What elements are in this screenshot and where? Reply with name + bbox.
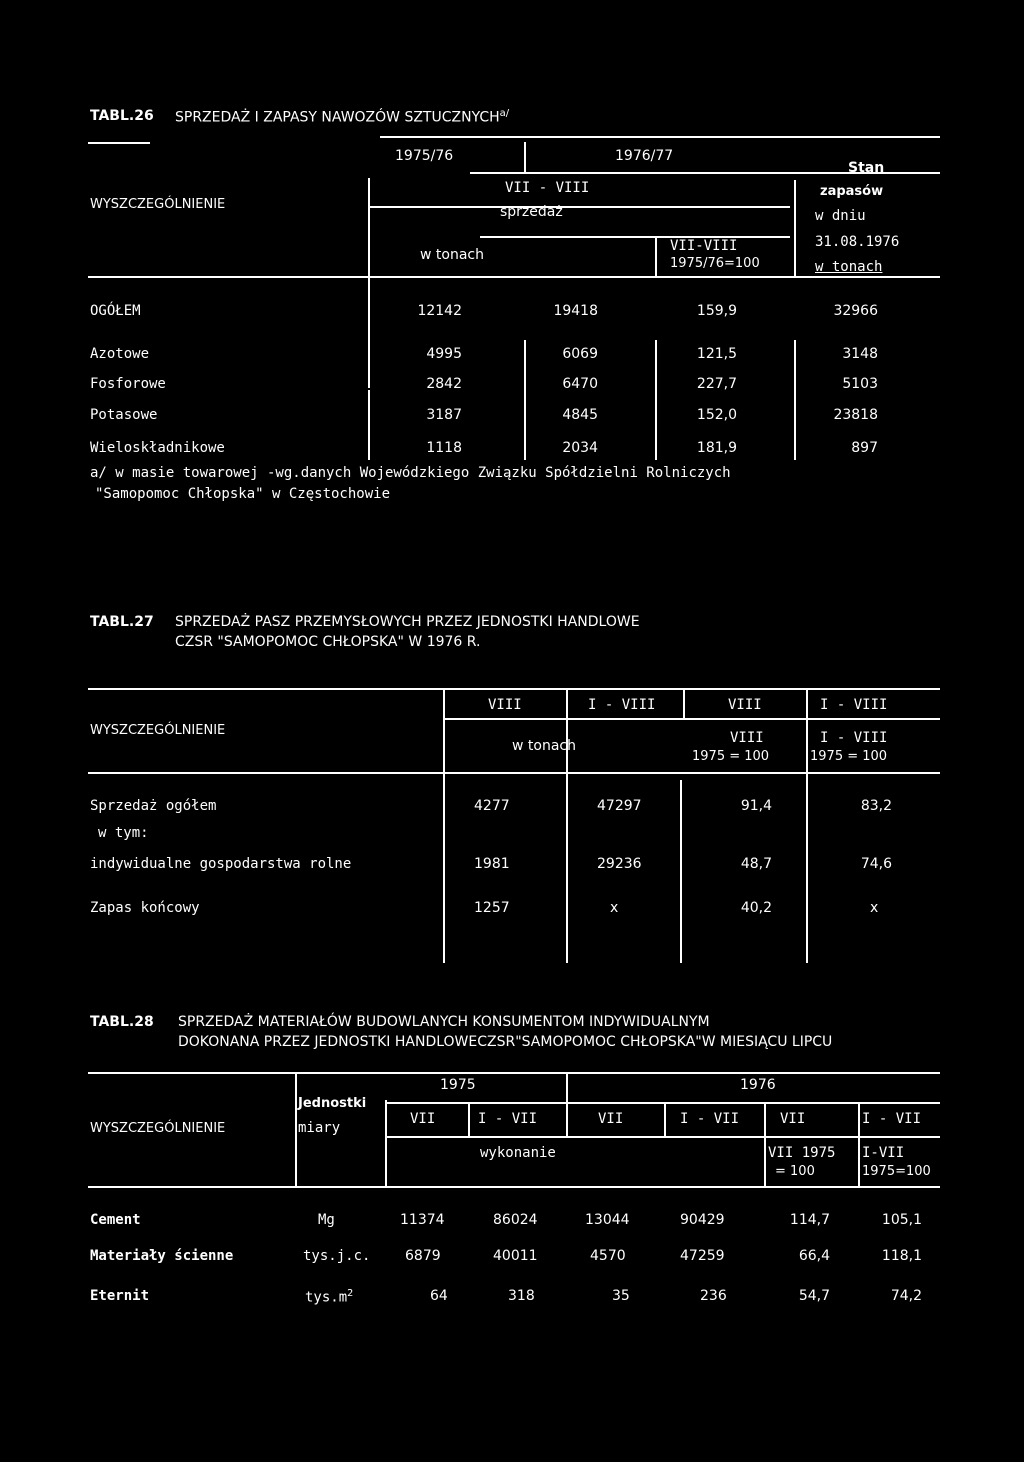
cell-vii-index: 66,4 xyxy=(798,1248,830,1264)
table-26-header-tonnes: w tonach xyxy=(420,247,484,263)
table-28-header-i1b: = 100 xyxy=(775,1164,815,1179)
table-28-header-c3: VII xyxy=(598,1111,624,1127)
cell-unit: Mg xyxy=(318,1212,335,1228)
rule xyxy=(655,236,657,276)
rule xyxy=(368,178,370,388)
table-26-header-stan-2: zapasów xyxy=(820,184,884,199)
rule xyxy=(370,206,790,208)
table-28-header-c4: I - VII xyxy=(680,1111,740,1127)
cell-viii-index: 40,2 xyxy=(740,900,772,916)
table-27-title-1: SPRZEDAŻ PASZ PRZEMYSŁOWYCH PRZEZ JEDNOSTKI HANDLOWE xyxy=(175,614,640,630)
cell-sales-1976: 19418 xyxy=(553,303,598,319)
table-26-footnote-1: a/ w masie towarowej -wg.danych Wojewódzkiego Związku Spółdzielni Rolniczych xyxy=(90,465,731,481)
rule xyxy=(664,1104,666,1138)
table-27-header-i2a: I - VIII xyxy=(820,730,888,746)
table-26-title xyxy=(175,108,509,126)
table-26-footnote-2: "Samopomoc Chłopska" w Częstochowie xyxy=(95,486,391,502)
cell-vii-index: 114,7 xyxy=(789,1212,830,1228)
table-26-header-year-1: 1975/76 xyxy=(395,148,454,164)
table-27-title-2: CZSR "SAMOPOMOC CHŁOPSKA" W 1976 R. xyxy=(175,634,481,650)
table-27-number: TABL.27 xyxy=(90,614,154,630)
table-28-header-i1a: VII 1975 xyxy=(768,1145,836,1161)
row-label: Potasowe xyxy=(90,407,158,423)
row-label: Cement xyxy=(90,1212,141,1228)
row-label: Fosforowe xyxy=(90,376,166,392)
table-26-header-period: VII - VIII xyxy=(505,180,590,196)
rule xyxy=(385,1100,387,1186)
cell-i-vii-index: 118,1 xyxy=(881,1248,922,1264)
row-label: indywidualne gospodarstwa rolne xyxy=(90,856,352,872)
table-27-header-c1: VIII xyxy=(488,697,522,713)
row-label: Wieloskładnikowe xyxy=(90,440,225,456)
table-26-header-index-1: VII-VIII xyxy=(670,238,738,254)
table-28-header-unit-1: Jednostki xyxy=(298,1096,367,1111)
cell-vii-1975: 64 xyxy=(430,1288,448,1304)
cell-index: 227,7 xyxy=(696,376,737,392)
cell-viii-index: 91,4 xyxy=(740,798,772,814)
cell-stock: 32966 xyxy=(833,303,878,319)
table-28-header-c6: I - VII xyxy=(862,1111,922,1127)
cell-viii-tonnes: 1257 xyxy=(474,900,510,916)
cell-sales-1975: 12142 xyxy=(417,303,462,319)
row-label: w tym: xyxy=(98,825,149,841)
cell-sales-1976: 6069 xyxy=(562,346,598,362)
table-27-header-i1b: 1975 = 100 xyxy=(692,749,770,764)
rule xyxy=(88,142,150,144)
table-26-title-footnote-mark: a/ xyxy=(499,108,510,119)
cell-sales-1975: 3187 xyxy=(426,407,462,423)
table-28-header-c2: I - VII xyxy=(478,1111,538,1127)
rule xyxy=(88,1072,940,1074)
cell-i-viii-tonnes: x xyxy=(610,900,619,916)
table-26-header-stan-4: 31.08.1976 xyxy=(815,234,900,250)
rule xyxy=(566,688,568,963)
table-28-header-c1: VII xyxy=(410,1111,436,1127)
table-26-title-text: SPRZEDAŻ I ZAPASY NAWOZÓW SZTUCZNYCH xyxy=(175,109,500,126)
cell-i-viii-index: x xyxy=(870,900,879,916)
table-28-header-i2a: I-VII xyxy=(862,1145,905,1161)
rule xyxy=(368,390,370,460)
cell-sales-1975: 4995 xyxy=(426,346,462,362)
cell-stock: 5103 xyxy=(842,376,878,392)
cell-vii-1975: 6879 xyxy=(405,1248,441,1264)
rule xyxy=(794,180,796,276)
table-26-header-wysz: WYSZCZEGÓLNIENIE xyxy=(90,197,226,212)
cell-i-vii-1976: 90429 xyxy=(680,1212,725,1228)
table-27-header-c4: I - VIII xyxy=(820,697,888,713)
cell-i-vii-1976: 236 xyxy=(700,1288,727,1304)
row-label: Eternit xyxy=(90,1288,150,1304)
cell-index: 152,0 xyxy=(696,407,737,423)
table-28-title-2: DOKONANA PRZEZ JEDNOSTKI HANDLOWECZSR"SAMOPOMOC CHŁOPSKA"W MIESIĄCU LIPCU xyxy=(178,1034,833,1050)
cell-index: 181,9 xyxy=(696,440,737,456)
table-28-header-year-1: 1975 xyxy=(440,1077,476,1093)
row-label: Azotowe xyxy=(90,346,150,362)
rule xyxy=(88,772,940,774)
cell-vii-1975: 11374 xyxy=(400,1212,445,1228)
cell-i-vii-1975: 86024 xyxy=(493,1212,538,1228)
table-28-header-year-2: 1976 xyxy=(740,1077,776,1093)
cell-i-vii-1975: 318 xyxy=(508,1288,535,1304)
cell-i-vii-index: 105,1 xyxy=(881,1212,922,1228)
cell-i-vii-index: 74,2 xyxy=(890,1288,922,1304)
cell-unit: tys.j.c. xyxy=(303,1248,371,1264)
table-26-header-stan-3: w dniu xyxy=(815,208,866,224)
table-28-header-exec: wykonanie xyxy=(480,1145,556,1161)
table-26-header-year-2: 1976/77 xyxy=(615,148,674,164)
rule xyxy=(680,780,682,963)
cell-viii-tonnes: 4277 xyxy=(474,798,510,814)
rule xyxy=(445,718,940,720)
table-26-number: TABL.26 xyxy=(90,108,154,124)
table-26-header-stan-5: w tonach xyxy=(815,259,883,275)
rule xyxy=(88,276,940,278)
table-26-header-stan-1: Stan xyxy=(848,160,885,176)
rule xyxy=(524,142,526,174)
rule xyxy=(295,1072,297,1186)
table-28-header-c5: VII xyxy=(780,1111,806,1127)
cell-index: 121,5 xyxy=(696,346,737,362)
table-27-header-i2b: 1975 = 100 xyxy=(810,749,888,764)
cell-vii-1976: 13044 xyxy=(585,1212,630,1228)
table-27-header-c3: VIII xyxy=(728,697,762,713)
cell-i-viii-tonnes: 47297 xyxy=(597,798,642,814)
rule xyxy=(468,1104,470,1138)
rule xyxy=(655,340,657,460)
cell-stock: 897 xyxy=(851,440,878,456)
cell-i-vii-1976: 47259 xyxy=(680,1248,725,1264)
row-label: Materiały ścienne xyxy=(90,1248,234,1264)
cell-stock: 3148 xyxy=(842,346,878,362)
rule xyxy=(764,1104,766,1186)
table-27-header-wysz: WYSZCZEGÓLNIENIE xyxy=(90,723,226,738)
cell-sales-1976: 6470 xyxy=(562,376,598,392)
cell-i-vii-1975: 40011 xyxy=(493,1248,538,1264)
table-28-number: TABL.28 xyxy=(90,1014,154,1030)
cell-vii-index: 54,7 xyxy=(798,1288,830,1304)
cell-unit xyxy=(305,1288,353,1306)
table-28-title-1: SPRZEDAŻ MATERIAŁÓW BUDOWLANYCH KONSUMENTOM INDYWIDUALNYM xyxy=(178,1014,710,1030)
row-label: OGÓŁEM xyxy=(90,303,141,319)
table-26-header-sales: sprzedaż xyxy=(500,204,563,220)
cell-sales-1975: 1118 xyxy=(426,440,462,456)
rule xyxy=(480,236,790,238)
cell-i-viii-index: 83,2 xyxy=(860,798,892,814)
rule xyxy=(858,1104,860,1186)
rule xyxy=(566,1072,568,1138)
table-28-header-i2b: 1975=100 xyxy=(862,1164,931,1179)
rule xyxy=(443,688,445,963)
cell-index: 159,9 xyxy=(696,303,737,319)
cell-sales-1976: 4845 xyxy=(562,407,598,423)
row-label: Zapas końcowy xyxy=(90,900,200,916)
table-27-header-i1a: VIII xyxy=(730,730,764,746)
table-26-header-index-2: 1975/76=100 xyxy=(670,256,760,271)
unit-superscript: 2 xyxy=(347,1288,354,1299)
cell-sales-1975: 2842 xyxy=(426,376,462,392)
unit-text: tys.m xyxy=(305,1289,348,1306)
rule xyxy=(88,1186,940,1188)
rule xyxy=(806,688,808,963)
rule xyxy=(88,688,940,690)
cell-i-viii-tonnes: 29236 xyxy=(597,856,642,872)
rule xyxy=(380,136,940,138)
rule xyxy=(794,340,796,460)
table-27-header-c2: I - VIII xyxy=(588,697,656,713)
table-28-header-unit-2: miary xyxy=(298,1120,341,1136)
table-28-header-wysz: WYSZCZEGÓLNIENIE xyxy=(90,1121,226,1136)
rule xyxy=(683,688,685,720)
cell-vii-1976: 35 xyxy=(612,1288,630,1304)
table-27-header-tonnes: w tonach xyxy=(512,738,576,754)
cell-viii-index: 48,7 xyxy=(740,856,772,872)
cell-stock: 23818 xyxy=(833,407,878,423)
cell-i-viii-index: 74,6 xyxy=(860,856,892,872)
row-label: Sprzedaż ogółem xyxy=(90,798,217,814)
rule xyxy=(524,340,526,460)
cell-sales-1976: 2034 xyxy=(562,440,598,456)
cell-viii-tonnes: 1981 xyxy=(474,856,510,872)
cell-vii-1976: 4570 xyxy=(590,1248,626,1264)
